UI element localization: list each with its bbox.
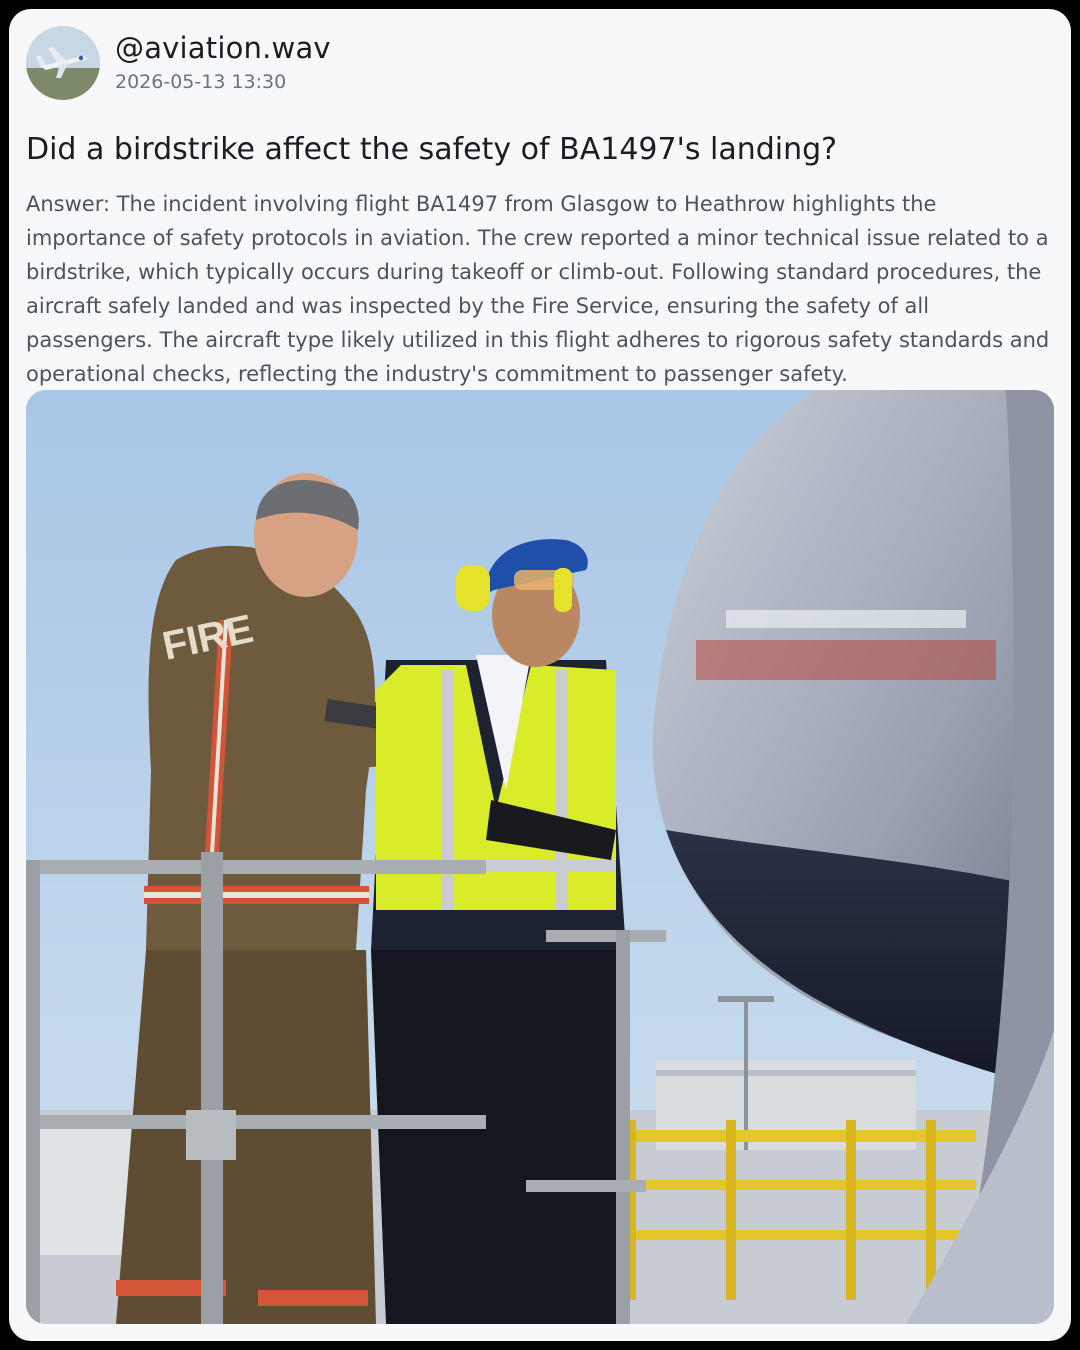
post-card (9, 9, 1071, 1341)
post-answer-text: Answer: The incident involving flight BA1497 from Glasgow to Heathrow highlights the importance of safety protocols in aviation. The crew reported a minor technical issue related to a birdstrike, which typically occurs during takeoff or climb-out. Following standard procedures, the aircraft safely landed and was inspected by the Fire Service, ensuring the safety of all passengers. The aircraft type likely utilized in this flight adheres to rigorous safety standards and operational checks, reflecting the industry's commitment to passenger safety. (26, 192, 1050, 386)
airplane-icon (26, 26, 100, 100)
avatar[interactable] (26, 26, 100, 100)
post-title: Did a birdstrike affect the safety of BA1497's landing? (26, 132, 838, 167)
post-timestamp: 2026-05-13 13:30 (115, 71, 287, 93)
post-photo[interactable] (26, 390, 1054, 1324)
author-handle[interactable]: @aviation.wav (115, 31, 331, 65)
jacket-text: FIRE (158, 606, 258, 669)
photo-illustration (26, 390, 1054, 1324)
ear-defender-icon (456, 565, 490, 611)
